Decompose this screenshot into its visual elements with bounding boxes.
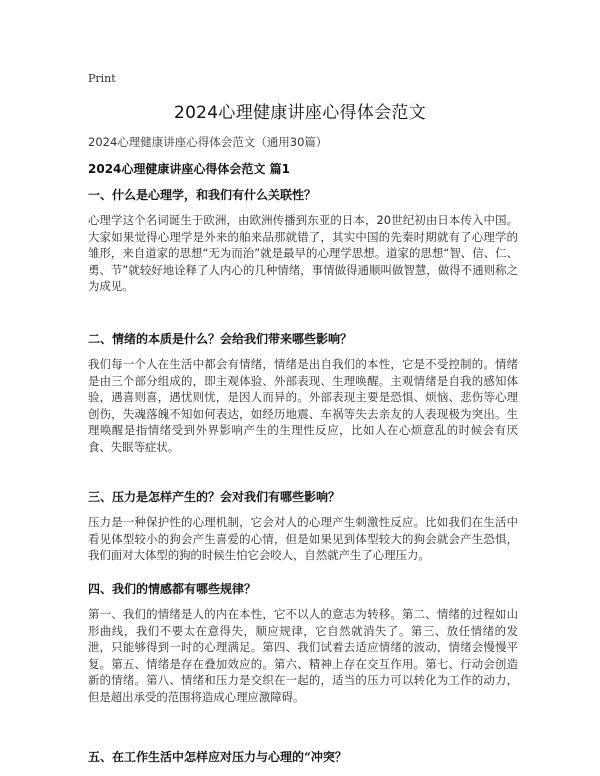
paragraph-3: 压力是一种保护性的心理机制，它会对人的心理产生刺激性反应。比如我们在生活中看见体型较小的狗会产生喜爱的心情，但是如果见到体型较大的狗会就会产生恐惧，我们面对大体型的狗的时候生怕它会咬人，自然就产生了心理压力。	[88, 515, 518, 563]
document-subtitle: 2024心理健康讲座心得体会范文（通用30篇）	[88, 135, 328, 149]
paragraph-4: 第一、我们的情绪是人的内在本性，它不以人的意志为转移。第二、情绪的过程如山形曲线，我们不要太在意得失，顺应规律，它自然就消失了。第三、放任情绪的发泄，只能够得到一时的心理满足。第四、我们试着去适应情绪的波动，情绪会慢慢平复。第五、情绪是存在叠加效应的。第六、精神上存在交互作用。第七、行动会创造新的情绪。第八、情绪和压力是交织在一起的，适当的压力可以转化为工作的动力，但是超出承受的范围将造成心理应激障碍。	[88, 607, 518, 704]
document-title: 2024心理健康讲座心得体会范文	[173, 103, 427, 123]
heading-3: 三、压力是怎样产生的？会对我们有哪些影响？	[88, 490, 341, 504]
heading-4: 四、我们的情感都有哪些规律？	[88, 582, 257, 596]
heading-1: 一、什么是心理学，和我们有什么关联性？	[88, 188, 317, 202]
heading-5: 五、在工作生活中怎样应对压力与心理的“冲突？	[88, 750, 347, 764]
heading-2: 二、情绪的本质是什么？会给我们带来哪些影响？	[88, 332, 353, 346]
paragraph-1: 心理学这个名词诞生于欧洲，由欧洲传播到东亚的日本，20世纪初由日本传入中国。大家如果觉得心理学是外来的舶来品那就错了，其实中国的先秦时期就有了心理学的雏形，来自道家的思想“无为而治”就是最早的心理学思想。道家的思想“智、信、仁、勇、节”就较好地诠释了人内心的几种情绪，事情做得通顺叫做智慧，做得不通则称之为成见。	[88, 213, 518, 294]
section-title: 2024心理健康讲座心得体会范文 篇1	[88, 162, 290, 176]
print-link[interactable]: Print	[88, 72, 116, 85]
paragraph-2: 我们每一个人在生活中都会有情绪，情绪是出自我们的本性，它是不受控制的。情绪是由三个部分组成的，即主观体验、外部表现、生理唤醒。主观情绪是自我的感知体验，遇喜则喜，遇忧则忧，是因人而异的。外部表现主要是恐惧、烦恼、悲伤等心理创伤，失魂落魄不知如何表达，如经历地震、车祸等失去亲友的人表现极为突出。生理唤醒是指情绪受到外界影响产生的生理性反应，比如人在心烦意乱的时候会有厌食、失眠等症状。	[88, 357, 518, 454]
